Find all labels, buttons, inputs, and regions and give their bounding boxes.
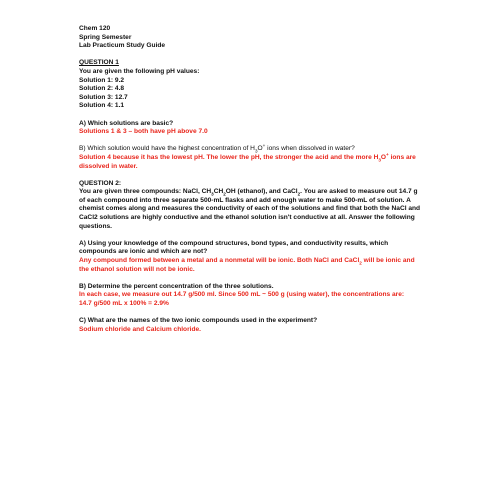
question-2-intro: You are given three compounds: NaCl, $CH_3CH_2OH$ (ethanol), and CaCl$_2$. You are asked to measure out 14.7 g of each compound into three separate 500-mL flasks and add enough water to make 500-mL of solution. A chemist comes along and measures the conductivity of each of the solutions and find that both the NaCl and CaCl2 solutions are highly conductive and the ethanol solution isn't conductive at all. Answer the following questions. — [79, 188, 421, 230]
course-name: Chem 120 — [79, 25, 111, 32]
q1-part-b-question: B) Which solution would have the highest concentration of $H_3O^+$ ions when dissolved in water? — [79, 143, 355, 154]
solution-2: Solution 2: 4.8 — [79, 85, 125, 93]
question-2-heading: QUESTION 2: — [79, 179, 122, 187]
q2-part-b-answer-line-2: 14.7 g/500 mL x 100% = 2.9% — [79, 300, 169, 307]
q1-part-b-answer: Solution 4 because it has the lowest pH. The lower the pH, the stronger the acid and the more $H_3O^+$ ions are dissolved in water. — [79, 151, 416, 170]
q2-part-a-question: A) Using your knowledge of the compound structures, bond types, and conductivity results, which compounds are ionic and which are not? — [79, 239, 389, 256]
q1-part-a-question: A) Which solutions are basic? — [79, 119, 174, 127]
q2-part-a-answer: Any compound formed between a metal and a nonmetal will be ionic. Both NaCl and CaCl$_2$ will be ionic and the ethanol solution will not be ionic. — [79, 257, 415, 273]
q2-part-b-answer-line-1: In each case, we measure out 14.7 g/500 ml. Since 500 mL ~ 500 g (using water), the concentrations are: — [79, 291, 405, 299]
q2-part-c-answer: Sodium chloride and Calcium chloride. — [79, 325, 202, 333]
document-title: Lab Practicum Study Guide — [79, 42, 166, 50]
solution-3: Solution 3: 12.7 — [79, 93, 128, 101]
question-1-intro: You are given the following pH values: — [79, 67, 200, 75]
study-guide — [79, 25, 422, 334]
semester: Spring Semester — [79, 33, 132, 41]
question-1-heading: QUESTION 1 — [79, 59, 119, 67]
q2-part-b-question: B) Determine the percent concentration of the three solutions. — [79, 282, 274, 290]
q1-part-a-answer: Solutions 1 & 3 – both have pH above 7.0 — [79, 128, 208, 136]
solution-1: Solution 1: 9.2 — [79, 76, 125, 84]
q2-part-c-question: C) What are the names of the two ionic compounds used in the experiment? — [79, 317, 318, 325]
solution-4: Solution 4: 1.1 — [79, 102, 125, 110]
